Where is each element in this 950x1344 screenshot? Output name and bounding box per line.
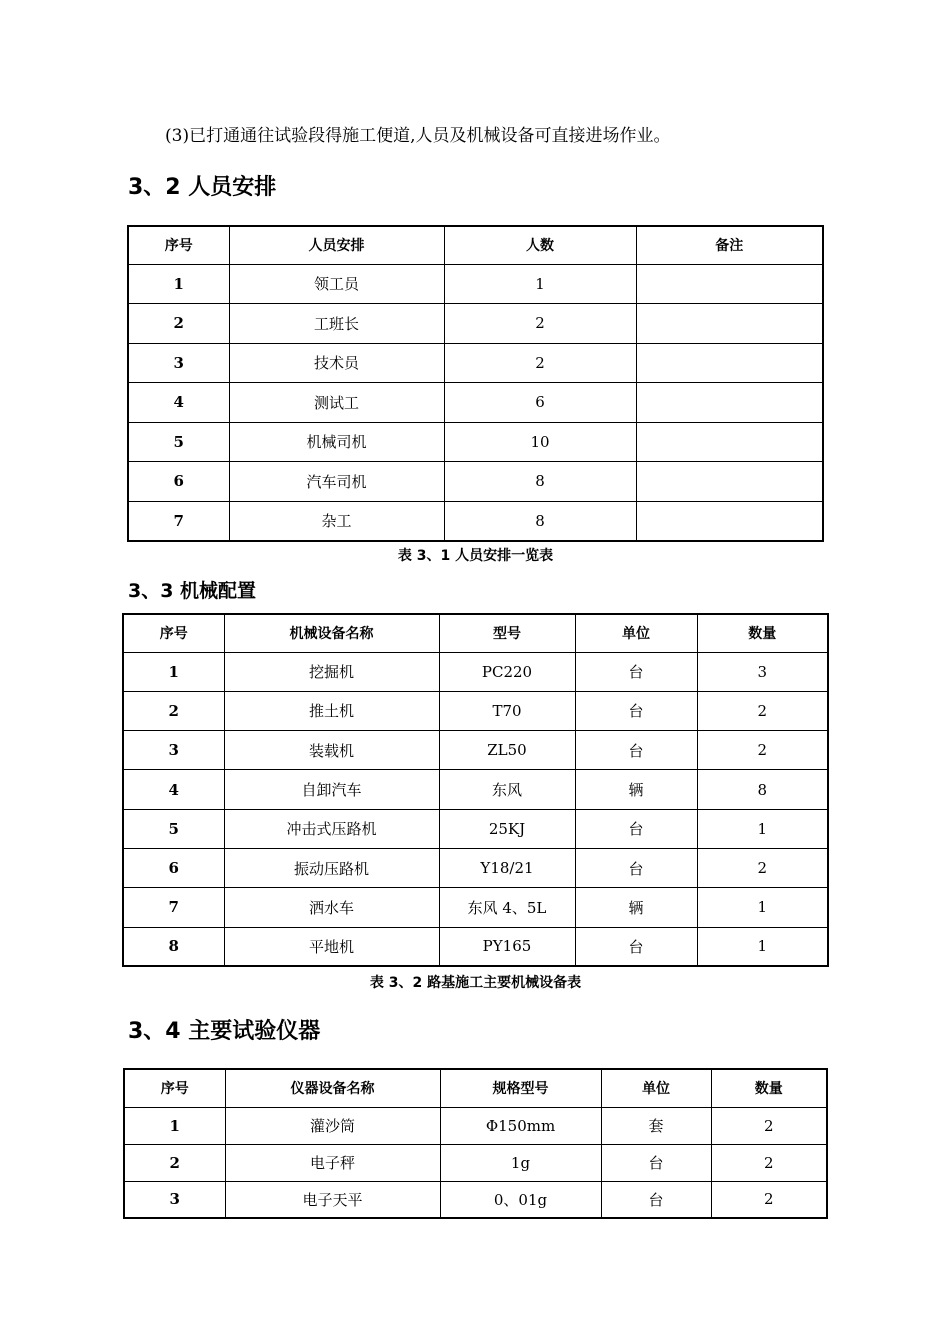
column-header: 人员安排 bbox=[229, 226, 444, 264]
column-header: 备注 bbox=[636, 226, 823, 264]
table-row bbox=[123, 731, 828, 770]
table-cell: 5 bbox=[128, 422, 229, 462]
table-cell: Φ150mm bbox=[440, 1107, 601, 1144]
table-cell bbox=[636, 264, 823, 304]
table-row bbox=[123, 927, 828, 966]
table-cell: 测试工 bbox=[229, 383, 444, 423]
table-header-row bbox=[124, 1069, 827, 1107]
table-cell bbox=[636, 304, 823, 344]
intro-paragraph: (3)已打通通往试验段得施工便道,人员及机械设备可直接进场作业。 bbox=[165, 126, 671, 146]
table-cell: ZL50 bbox=[439, 731, 575, 770]
table-cell: 1 bbox=[128, 264, 229, 304]
table-cell: 2 bbox=[128, 304, 229, 344]
table-cell: 7 bbox=[123, 888, 224, 927]
table-cell: 套 bbox=[601, 1107, 711, 1144]
table-cell: 2 bbox=[697, 691, 828, 730]
table-cell: 6 bbox=[123, 848, 224, 887]
table-cell: 8 bbox=[444, 501, 636, 541]
table-cell: 台 bbox=[575, 731, 697, 770]
table-header-row bbox=[128, 226, 823, 264]
column-header: 序号 bbox=[124, 1069, 225, 1107]
table-cell: Y18/21 bbox=[439, 848, 575, 887]
table-cell: 1 bbox=[697, 888, 828, 927]
table-row bbox=[123, 848, 828, 887]
table-cell: 冲击式压路机 bbox=[224, 809, 439, 848]
table-cell: 2 bbox=[711, 1181, 827, 1218]
table-row bbox=[124, 1144, 827, 1181]
table-cell: 1g bbox=[440, 1144, 601, 1181]
column-header: 数量 bbox=[697, 614, 828, 652]
column-header: 规格型号 bbox=[440, 1069, 601, 1107]
table-row bbox=[124, 1181, 827, 1218]
table-cell: 6 bbox=[128, 462, 229, 502]
table-cell: 洒水车 bbox=[224, 888, 439, 927]
table-cell: 2 bbox=[444, 343, 636, 383]
table-cell: 2 bbox=[697, 731, 828, 770]
column-header: 人数 bbox=[444, 226, 636, 264]
table-cell: 自卸汽车 bbox=[224, 770, 439, 809]
machinery-table-caption: 表 3、2 路基施工主要机械设备表 bbox=[369, 975, 582, 991]
table-cell: 3 bbox=[124, 1181, 225, 1218]
table-cell: 杂工 bbox=[229, 501, 444, 541]
table-cell bbox=[636, 343, 823, 383]
table-cell: 台 bbox=[601, 1144, 711, 1181]
table-cell: 东风 4、5L bbox=[439, 888, 575, 927]
table-cell: 0、01g bbox=[440, 1181, 601, 1218]
table-cell: 台 bbox=[575, 691, 697, 730]
table-cell: 3 bbox=[123, 731, 224, 770]
table-cell: PC220 bbox=[439, 652, 575, 691]
table-cell: 1 bbox=[124, 1107, 225, 1144]
table-cell: 平地机 bbox=[224, 927, 439, 966]
table-row bbox=[128, 383, 823, 423]
table-cell: 东风 bbox=[439, 770, 575, 809]
table-cell: 台 bbox=[575, 927, 697, 966]
table-cell: 电子秤 bbox=[225, 1144, 440, 1181]
table-cell bbox=[636, 422, 823, 462]
column-header: 单位 bbox=[601, 1069, 711, 1107]
table-cell: 2 bbox=[444, 304, 636, 344]
table-cell: 台 bbox=[575, 652, 697, 691]
table-cell bbox=[636, 501, 823, 541]
table-row bbox=[123, 652, 828, 691]
machinery-heading: 3、3 机械配置 bbox=[128, 580, 257, 602]
table-row bbox=[128, 422, 823, 462]
column-header: 单位 bbox=[575, 614, 697, 652]
table-cell: 8 bbox=[123, 927, 224, 966]
table-row bbox=[128, 343, 823, 383]
table-cell: 8 bbox=[444, 462, 636, 502]
table-cell: 1 bbox=[697, 809, 828, 848]
table-cell: 台 bbox=[575, 848, 697, 887]
table-row bbox=[123, 888, 828, 927]
table-cell: 8 bbox=[697, 770, 828, 809]
table-header-row bbox=[123, 614, 828, 652]
table-cell: 振动压路机 bbox=[224, 848, 439, 887]
table-cell: 10 bbox=[444, 422, 636, 462]
table-cell: 3 bbox=[128, 343, 229, 383]
table-cell bbox=[636, 383, 823, 423]
table-cell: T70 bbox=[439, 691, 575, 730]
table-row bbox=[128, 264, 823, 304]
table-cell: 3 bbox=[697, 652, 828, 691]
table-cell: 台 bbox=[575, 809, 697, 848]
table-cell: PY165 bbox=[439, 927, 575, 966]
table-cell: 推土机 bbox=[224, 691, 439, 730]
table-cell: 装载机 bbox=[224, 731, 439, 770]
table-cell: 工班长 bbox=[229, 304, 444, 344]
table-row bbox=[123, 770, 828, 809]
table-cell: 技术员 bbox=[229, 343, 444, 383]
table-cell: 2 bbox=[711, 1144, 827, 1181]
table-cell: 台 bbox=[601, 1181, 711, 1218]
table-cell: 汽车司机 bbox=[229, 462, 444, 502]
personnel-table bbox=[127, 225, 824, 542]
table-cell: 6 bbox=[444, 383, 636, 423]
table-cell: 1 bbox=[444, 264, 636, 304]
column-header: 仪器设备名称 bbox=[225, 1069, 440, 1107]
table-cell: 电子天平 bbox=[225, 1181, 440, 1218]
table-cell: 领工员 bbox=[229, 264, 444, 304]
table-cell: 2 bbox=[697, 848, 828, 887]
table-cell: 4 bbox=[128, 383, 229, 423]
table-cell: 辆 bbox=[575, 770, 697, 809]
table-cell: 挖掘机 bbox=[224, 652, 439, 691]
column-header: 数量 bbox=[711, 1069, 827, 1107]
column-header: 机械设备名称 bbox=[224, 614, 439, 652]
table-cell: 25KJ bbox=[439, 809, 575, 848]
table-row bbox=[128, 501, 823, 541]
table-row bbox=[124, 1107, 827, 1144]
table-cell: 2 bbox=[124, 1144, 225, 1181]
column-header: 型号 bbox=[439, 614, 575, 652]
personnel-heading: 3、2 人员安排 bbox=[128, 175, 277, 200]
table-cell: 灌沙筒 bbox=[225, 1107, 440, 1144]
table-cell: 2 bbox=[711, 1107, 827, 1144]
instruments-heading: 3、4 主要试验仪器 bbox=[128, 1019, 321, 1044]
table-row bbox=[123, 809, 828, 848]
table-cell: 5 bbox=[123, 809, 224, 848]
machinery-table bbox=[122, 613, 829, 967]
table-cell: 1 bbox=[697, 927, 828, 966]
table-cell: 2 bbox=[123, 691, 224, 730]
table-cell: 4 bbox=[123, 770, 224, 809]
table-cell: 1 bbox=[123, 652, 224, 691]
table-row bbox=[128, 304, 823, 344]
table-row bbox=[128, 462, 823, 502]
table-cell: 机械司机 bbox=[229, 422, 444, 462]
table-row bbox=[123, 691, 828, 730]
column-header: 序号 bbox=[123, 614, 224, 652]
instruments-table bbox=[123, 1068, 828, 1219]
table-cell bbox=[636, 462, 823, 502]
personnel-table-caption: 表 3、1 人员安排一览表 bbox=[397, 548, 554, 564]
column-header: 序号 bbox=[128, 226, 229, 264]
table-cell: 7 bbox=[128, 501, 229, 541]
table-cell: 辆 bbox=[575, 888, 697, 927]
